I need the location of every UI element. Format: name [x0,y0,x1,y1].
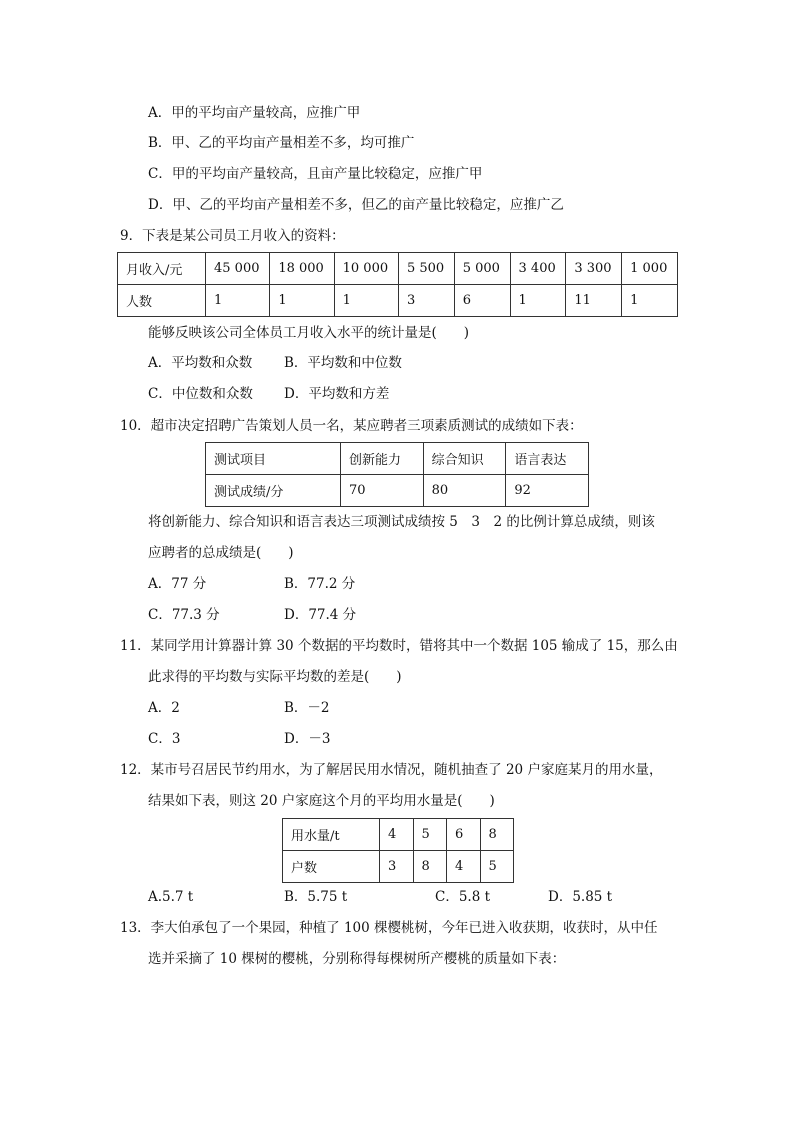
table-cell: 70 [341,475,424,507]
table-cell: 4 [380,819,414,851]
table-cell: 5 000 [454,253,510,285]
table-cell: 3 300 [566,253,622,285]
q9-option-d: D．平均数和方差 [284,386,390,402]
q10-text-line-2: 应聘者的总成绩是( ) [148,545,294,561]
q10-score-table [205,442,589,507]
table-cell: 1 [270,285,334,317]
q8-option-d: D．甲、乙的平均亩产量相差不多，但乙的亩产量比较稳定，应推广乙 [148,197,564,213]
table-cell: 80 [423,475,506,507]
q10-option-a: A．77 分 [148,576,207,592]
table-cell: 3 400 [510,253,566,285]
table-cell: 3 [380,851,414,883]
table-cell: 测试项目 [206,443,341,475]
table-cell: 1 [622,285,678,317]
q9-option-b: B．平均数和中位数 [284,355,402,371]
table-row [118,285,678,317]
q12-option-d: D．5.85 t [548,889,613,905]
table-cell: 4 [447,851,481,883]
table-cell: 5 [480,851,514,883]
q13-text-line-1: 13．李大伯承包了一个果园，种植了 100 棵樱桃树，今年已进入收获期，收获时，从中任 [120,920,658,936]
q11-option-d: D．－3 [284,731,331,747]
table-cell: 测试成绩/分 [206,475,341,507]
table-row [283,851,514,883]
table-cell: 92 [506,475,589,507]
table-cell: 5 500 [398,253,454,285]
table-cell: 综合知识 [423,443,506,475]
q11-option-b: B．－2 [284,700,330,716]
q9-option-c: C．中位数和众数 [148,386,253,402]
q12-text-line-1: 12．某市号召居民节约用水，为了解居民用水情况，随机抽查了 20 户家庭某月的用水量， [120,762,663,778]
q12-text-line-2: 结果如下表，则这 20 户家庭这个月的平均用水量是( ) [148,793,495,809]
table-row [206,475,589,507]
table-cell: 3 [398,285,454,317]
q9-income-table [117,252,678,317]
table-cell: 人数 [118,285,206,317]
q12-option-c: C．5.8 t [435,889,491,905]
table-cell: 11 [566,285,622,317]
table-cell: 6 [454,285,510,317]
table-cell: 用水量/t [283,819,380,851]
q11-text-line-2: 此求得的平均数与实际平均数的差是( ) [148,669,402,685]
table-cell: 语言表达 [506,443,589,475]
table-cell: 月收入/元 [118,253,206,285]
q10-option-b: B．77.2 分 [284,576,356,592]
table-cell: 8 [413,851,447,883]
q8-option-c: C．甲的平均亩产量较高，且亩产量比较稳定，应推广甲 [148,166,483,182]
q8-option-b: B．甲、乙的平均亩产量相差不多，均可推广 [148,135,415,151]
table-cell: 1 [334,285,398,317]
q12-option-a: A.5.7 t [148,889,194,905]
table-cell: 45 000 [206,253,270,285]
q10-stem: 10．超市决定招聘广告策划人员一名，某应聘者三项素质测试的成绩如下表： [120,418,583,434]
q11-text-line-1: 11．某同学用计算器计算 30 个数据的平均数时，错将其中一个数据 105 输成了 15，那么由 [120,638,678,654]
table-row [206,443,589,475]
table-cell: 1 [206,285,270,317]
table-row [283,819,514,851]
table-cell: 1 000 [622,253,678,285]
table-cell: 创新能力 [341,443,424,475]
table-cell: 18 000 [270,253,334,285]
table-row [118,253,678,285]
q11-option-c: C．3 [148,731,181,747]
q10-option-d: D．77.4 分 [284,607,357,623]
table-cell: 1 [510,285,566,317]
q9-question: 能够反映该公司全体员工月收入水平的统计量是( ) [148,325,470,341]
q9-stem: 9．下表是某公司员工月收入的资料： [120,228,345,244]
table-cell: 10 000 [334,253,398,285]
q12-water-table [282,818,514,883]
q13-text-line-2: 选并采摘了 10 棵树的樱桃，分别称得每棵树所产樱桃的质量如下表： [148,951,566,967]
table-cell: 户数 [283,851,380,883]
q12-option-b: B．5.75 t [284,889,348,905]
table-cell: 6 [447,819,481,851]
q8-option-a: A．甲的平均亩产量较高，应推广甲 [148,105,361,121]
q10-text-line-1: 将创新能力、综合知识和语言表达三项测试成绩按 5 3 2 的比例计算总成绩，则该 [148,514,655,530]
q10-option-c: C．77.3 分 [148,607,220,623]
table-cell: 5 [413,819,447,851]
table-cell: 8 [480,819,514,851]
q11-option-a: A．2 [148,700,180,716]
q9-option-a: A．平均数和众数 [148,355,253,371]
